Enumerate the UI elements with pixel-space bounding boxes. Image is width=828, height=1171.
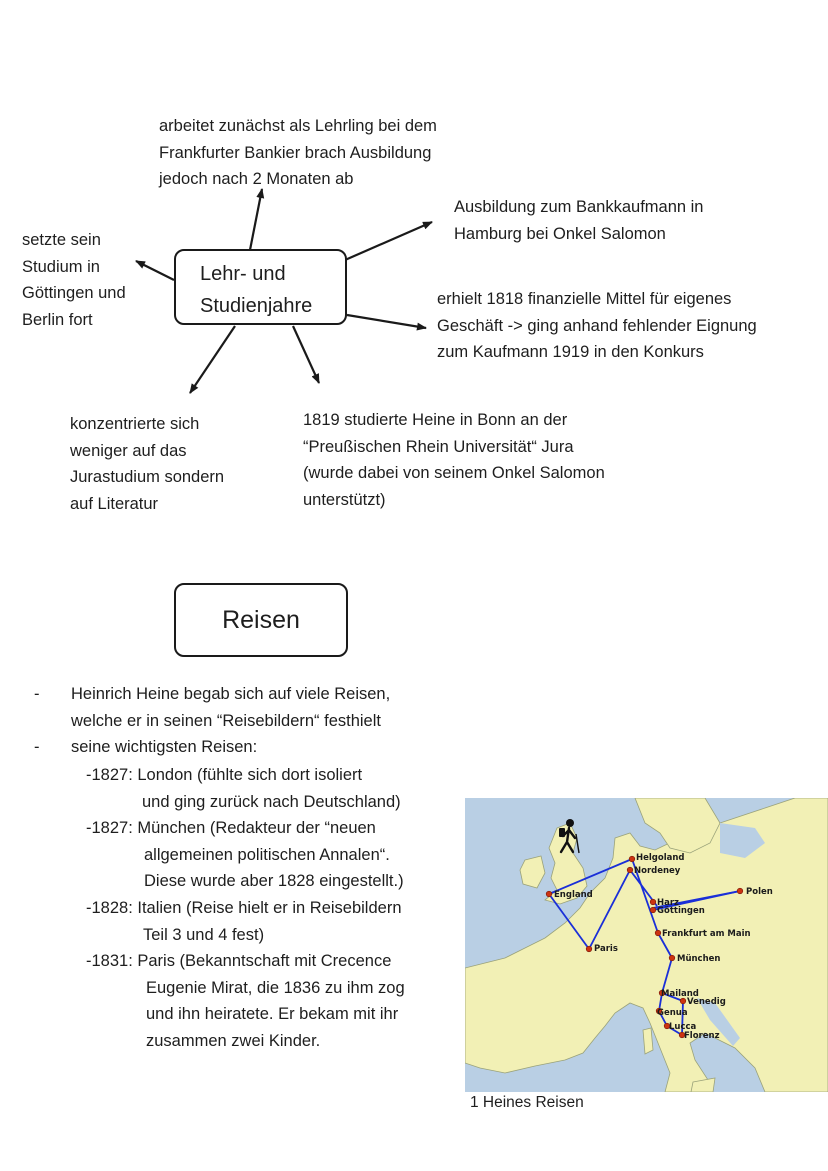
city-label-polen: Polen [746,887,773,897]
city-dot-goettingen [650,907,656,913]
city-dot-frankfurt [655,930,661,936]
city-dot-paris [586,946,592,952]
city-label-mailand: Mailand [661,989,699,999]
trip-italien: -1828: Italien (Reise hielt er in Reisebildern Teil 3 und 4 fest) [86,899,402,944]
city-label-genua: Genua [657,1008,688,1018]
land-sardinia [643,1028,653,1054]
reisen-list [34,681,390,761]
arrow-right-bottom [347,315,426,328]
land-ireland [520,856,545,888]
map-svg [465,798,828,1092]
arrow-left [136,261,174,280]
center-title-line1: Lehr- und [200,263,286,285]
city-dot-polen [737,888,743,894]
node-bottom-left: konzentrierte sich weniger auf das Jurastudium sondern auf Literatur [70,415,225,513]
reisen-heading-box [174,583,348,657]
city-dot-muenchen [669,955,675,961]
center-title-line2: Studienjahre [200,295,313,317]
node-right-bottom: erhielt 1818 finanzielle Mittel für eigenes Geschäft -> ging anhand fehlender Eignung zum Kaufmann 1919 in den Konkurs [437,290,757,361]
arrow-bottom-left [190,326,235,393]
city-label-venedig: Venedig [687,997,726,1007]
city-dot-nordeney [627,867,633,873]
list-item: - Heinrich Heine begab sich auf viele Reisen, welche er in seinen “Reisebildern“ festhielt [34,685,391,730]
node-top: arbeitet zunächst als Lehrling bei dem Frankfurter Bankier brach Ausbildung jedoch nach 2 Monaten ab [159,117,437,188]
arrow-top [250,189,262,250]
trip-paris: -1831: Paris (Bekanntschaft mit Crecence Eugenie Mirat, die 1836 zu ihm zog und ihn heiratete. Er bekam mit ihr zusammen zwei Kinder. [86,952,405,1050]
city-label-goettingen: Göttingen [657,906,705,916]
node-bottom-right: 1819 studierte Heine in Bonn an der “Preußischen Rhein Universität“ Jura (wurde dabei von seinem Onkel Salomon unterstützt) [303,411,605,509]
list-item: - seine wichtigsten Reisen: [34,738,258,756]
city-label-nordeney: Nordeney [634,866,681,876]
city-dot-harz [650,899,656,905]
city-dot-helgoland [629,856,635,862]
arrow-right-top [345,222,432,260]
reisen-heading: Reisen [222,606,300,634]
city-label-paris: Paris [594,944,618,954]
city-label-lucca: Lucca [669,1022,697,1032]
land-scandinavia [635,798,720,853]
node-left: setzte sein Studium in Göttingen und Berlin fort [22,231,126,329]
city-label-england: England [554,890,593,900]
trip-muenchen: -1827: München (Redakteur der “neuen allgemeinen politischen Annalen“. Diese wurde aber 1828 eingestellt.) [86,819,404,890]
map-caption: 1 Heines Reisen [470,1094,584,1111]
city-label-helgoland: Helgoland [636,853,685,863]
city-label-florenz: Florenz [684,1031,720,1041]
travel-map [465,798,828,1092]
city-label-frankfurt: Frankfurt am Main [662,929,751,939]
city-label-harz: Harz [657,898,679,908]
center-box-lehr-studienjahre [174,249,347,325]
city-dot-england [546,891,552,897]
city-dot-venedig [680,998,686,1004]
arrow-bottom-right [293,326,319,383]
node-right-top: Ausbildung zum Bankkaufmann in Hamburg bei Onkel Salomon [454,198,704,243]
trip-london: -1827: London (fühlte sich dort isoliert und ging zurück nach Deutschland) [86,766,401,811]
city-label-muenchen: München [677,954,721,964]
